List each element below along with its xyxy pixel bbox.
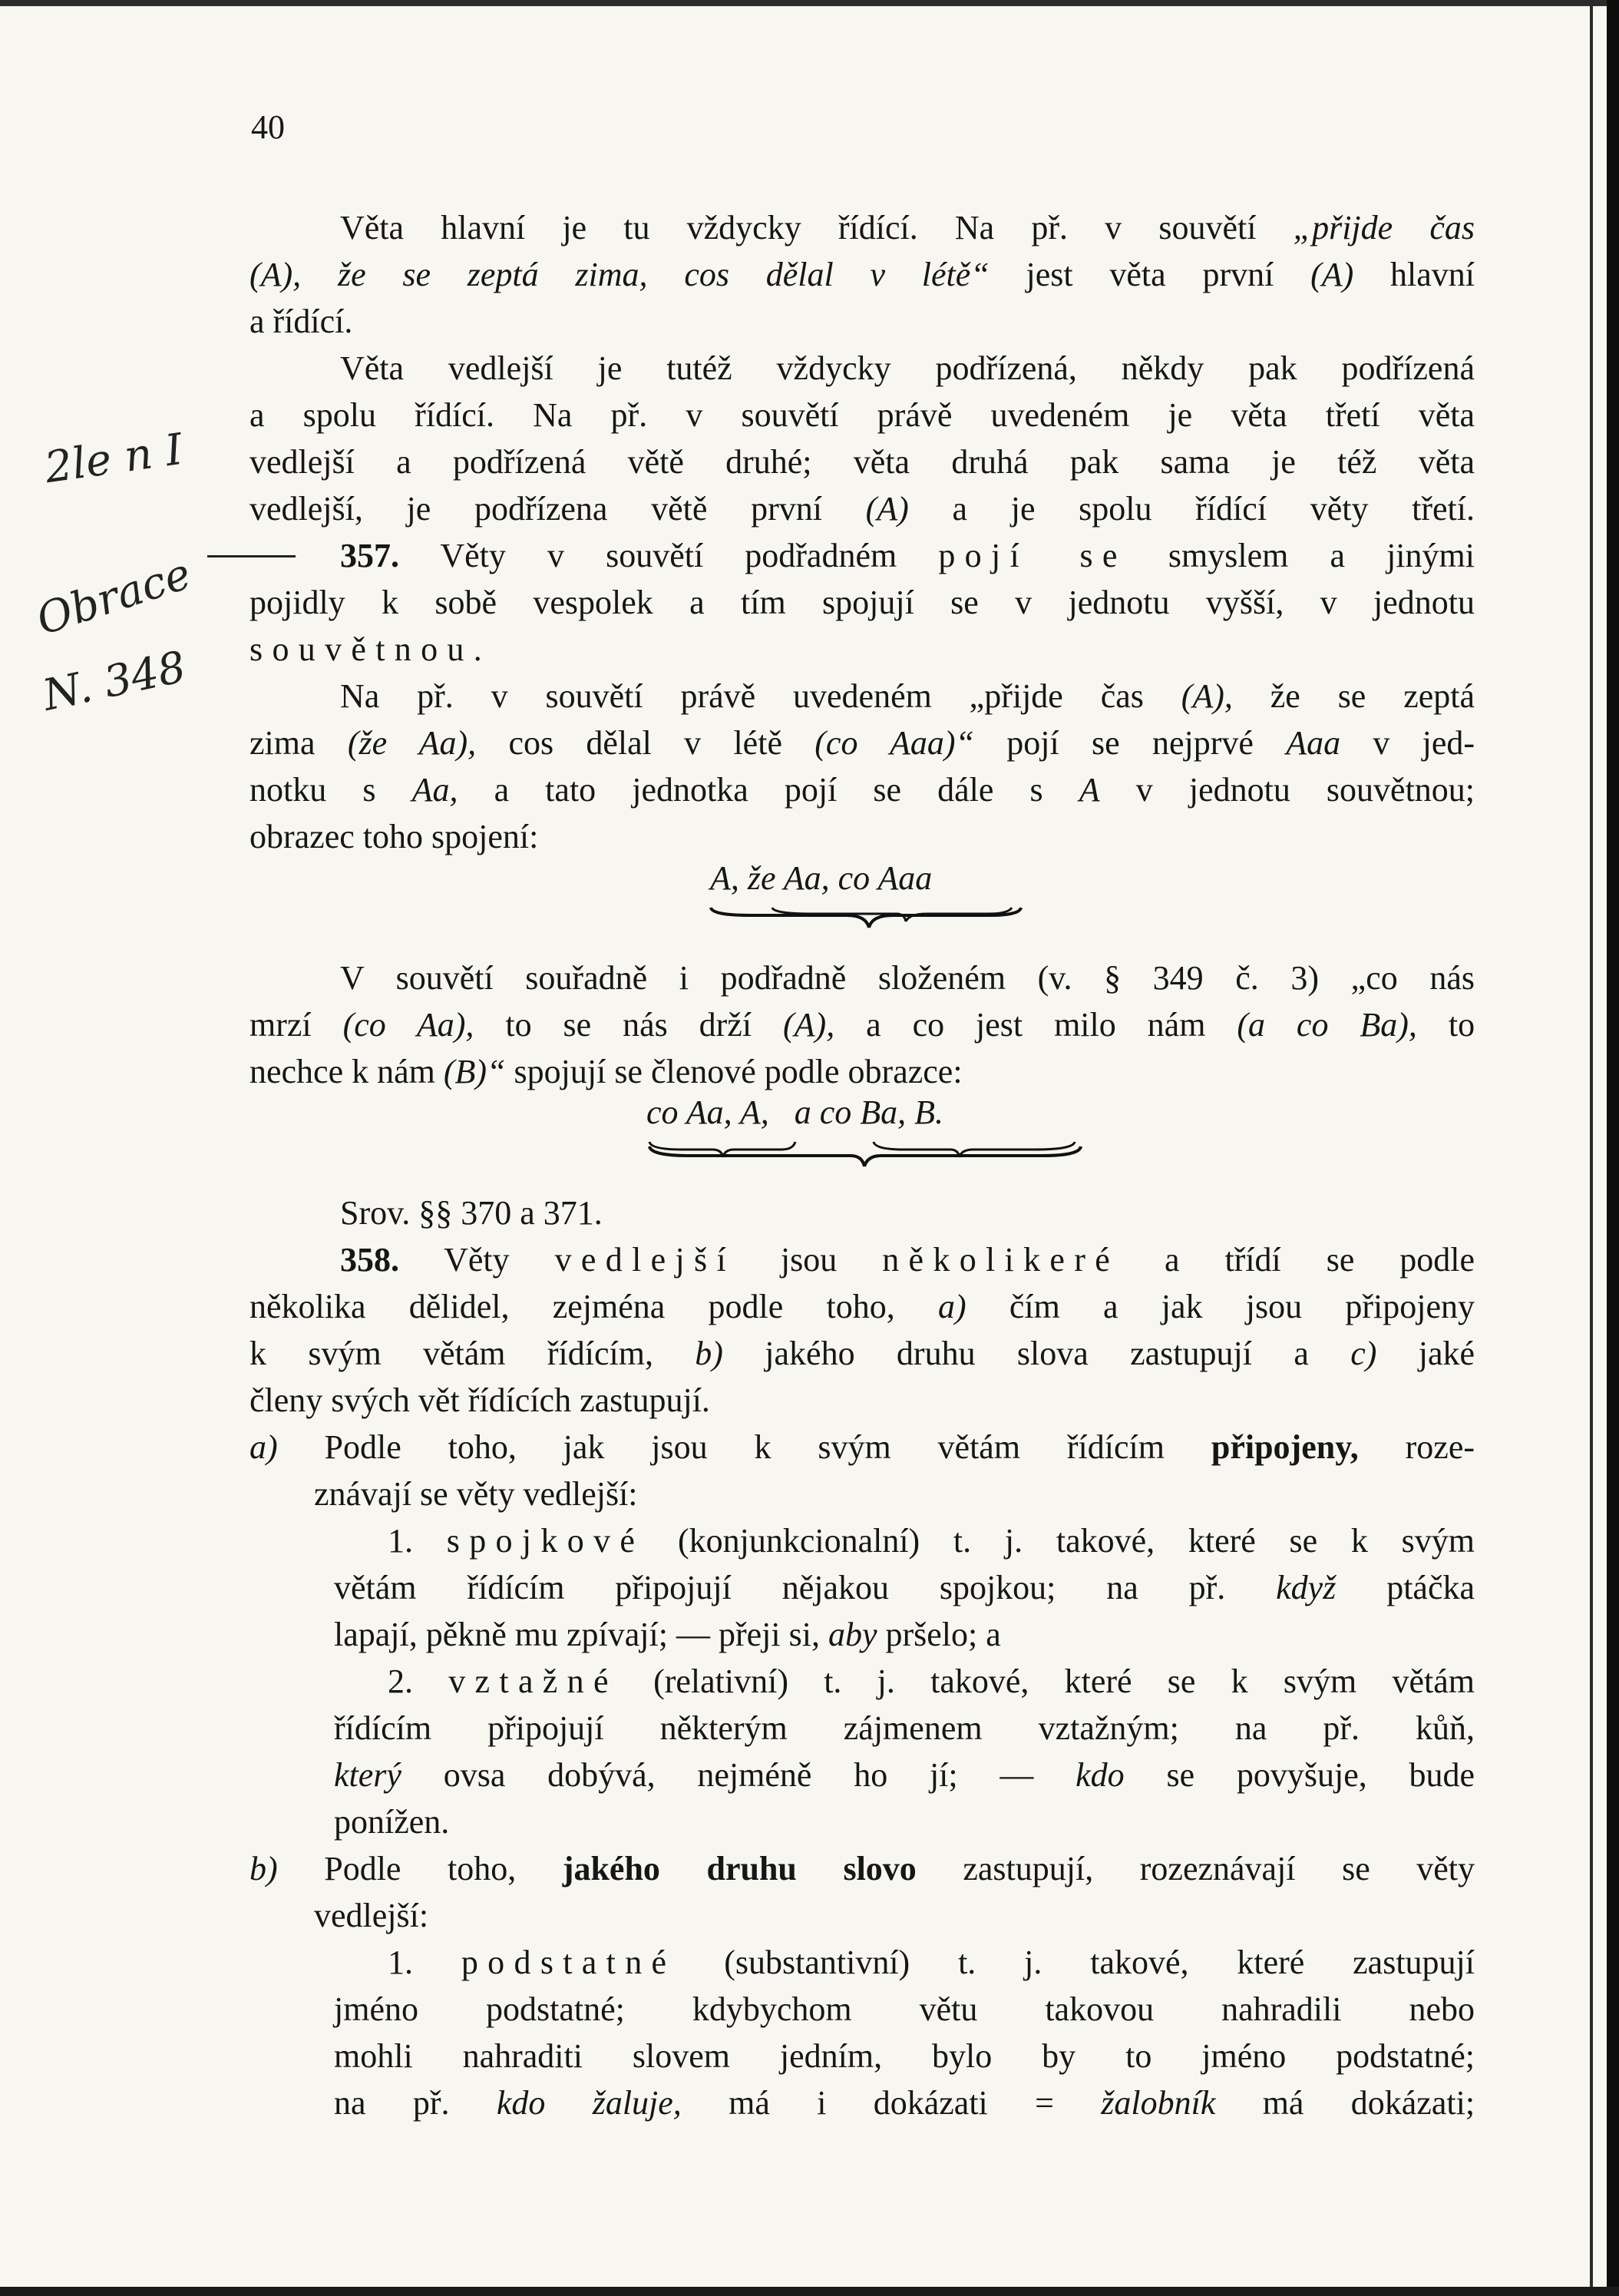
text-line: 2. vztažné (relativní) t. j. takové, které se k svým větám	[388, 1662, 1475, 1700]
text-block-2	[249, 954, 1475, 1095]
scan-edge-right-line	[1590, 0, 1593, 2296]
text-line: a) Podle toho, jak jsou k svým větám řídícím připojeny, roze-	[249, 1428, 1475, 1466]
text-line: Věta hlavní je tu vždycky řídící. Na př. v souvětí „přijde čas	[340, 209, 1475, 246]
section-b	[249, 1845, 1475, 1939]
text-line: který ovsa dobývá, nejméně ho jí; — kdo se povyšuje, bude	[334, 1756, 1475, 1794]
formula-2-braces	[643, 1139, 1089, 1173]
text-line: k svým větám řídícím, b) jakého druhu slova zastupují a c) jaké	[249, 1335, 1475, 1372]
text-line: vedlejší, je podřízena větě první (A) a je spolu řídící věty třetí.	[249, 490, 1475, 528]
section-b-items	[249, 1939, 1475, 2126]
scan-edge-bottom	[0, 2287, 1619, 2296]
text-line: pojidly k sobě vespolek a tím spojují se v jednotu vyšší, v jednotu	[249, 584, 1475, 621]
text-line: (A), že se zeptá zima, cos dělal v létě“ jest věta první (A) hlavní	[249, 256, 1475, 293]
text-line: řídícím připojují některým zájmenem vztažným; na př. kůň,	[334, 1709, 1475, 1747]
text-line: mohli nahraditi slovem jedním, bylo by to jméno podstatné;	[334, 2037, 1475, 2075]
text-line: a řídící.	[249, 303, 353, 340]
text-line: nechce k nám (B)“ spojují se členové podle obrazce:	[249, 1053, 963, 1090]
text-block-1	[249, 204, 1475, 860]
scan-edge-top	[0, 0, 1619, 6]
text-line: vedlejší a podřízená větě druhé; věta druhá pak sama je též věta	[249, 443, 1475, 481]
margin-note-2: Obrace	[31, 548, 197, 646]
text-line: a spolu řídící. Na př. v souvětí právě uvedeném je věta třetí věta	[249, 396, 1475, 434]
text-line: obrazec toho spojení:	[249, 818, 539, 855]
formula-2: co Aa, A, a co Ba, B.	[646, 1093, 943, 1131]
text-line: notku s Aa, a tato jednotka pojí se dále s A v jednotu souvětnou;	[249, 771, 1475, 809]
text-line: znávají se věty vedlejší:	[314, 1475, 638, 1513]
page-number: 40	[251, 108, 285, 146]
text-line: lapají, pěkně mu zpívají; — přeji si, aby pršelo; a	[334, 1616, 1001, 1653]
scan-edge-right	[1607, 0, 1619, 2296]
text-line: členy svých vět řídících zastupují.	[249, 1381, 710, 1419]
text-line: souvětnou.	[249, 630, 492, 668]
text-line: ponížen.	[334, 1803, 450, 1841]
text-line: 357. Věty v souvětí podřadném pojí se smyslem a jinými	[340, 537, 1475, 574]
text-line: na př. kdo žaluje, má i dokázati = žalobník má dokázati;	[334, 2084, 1475, 2122]
text-line: b) Podle toho, jakého druhu slovo zastupují, rozeznávají se věty	[249, 1850, 1475, 1887]
text-line: 358. Věty vedlejší jsou několikeré a třídí se podle	[340, 1241, 1475, 1279]
text-block-3	[249, 1189, 1475, 2126]
section-a	[249, 1424, 1475, 1517]
section-a-items	[249, 1517, 1475, 1845]
text-line: 1. spojkové (konjunkcionalní) t. j. takové, které se k svým	[388, 1522, 1475, 1560]
formula-1-braces	[705, 905, 1027, 935]
text-line: V souvětí souřadně i podřadně složeném (v. § 349 č. 3) „co nás	[340, 959, 1475, 997]
text-line: 1. podstatné (substantivní) t. j. takové, které zastupují	[388, 1944, 1475, 1981]
text-line: jméno podstatné; kdybychom větu takovou nahradili nebo	[334, 1990, 1475, 2028]
text-line: zima (že Aa), cos dělal v létě (co Aaa)“ pojí se nejprvé Aaa v jed-	[249, 724, 1475, 762]
text-line: mrzí (co Aa), to se nás drží (A), a co jest milo nám (a co Ba), to	[249, 1006, 1475, 1044]
text-line: Věta vedlejší je tutéž vždycky podřízená, někdy pak podřízená	[340, 349, 1475, 387]
margin-note-1: 2le n I	[41, 424, 187, 494]
formula-1: A, že Aa, co Aaa	[710, 859, 933, 897]
text-line: Srov. §§ 370 a 371.	[340, 1194, 603, 1232]
margin-note-3: N. 348	[38, 642, 190, 721]
text-line: několika dělidel, zejména podle toho, a) čím a jak jsou připojeny	[249, 1288, 1475, 1325]
text-line: vedlejší:	[314, 1897, 429, 1934]
text-line: Na př. v souvětí právě uvedeném „přijde čas (A), že se zeptá	[340, 677, 1475, 715]
text-line: větám řídícím připojují nějakou spojkou; na př. když ptáčka	[334, 1569, 1475, 1606]
